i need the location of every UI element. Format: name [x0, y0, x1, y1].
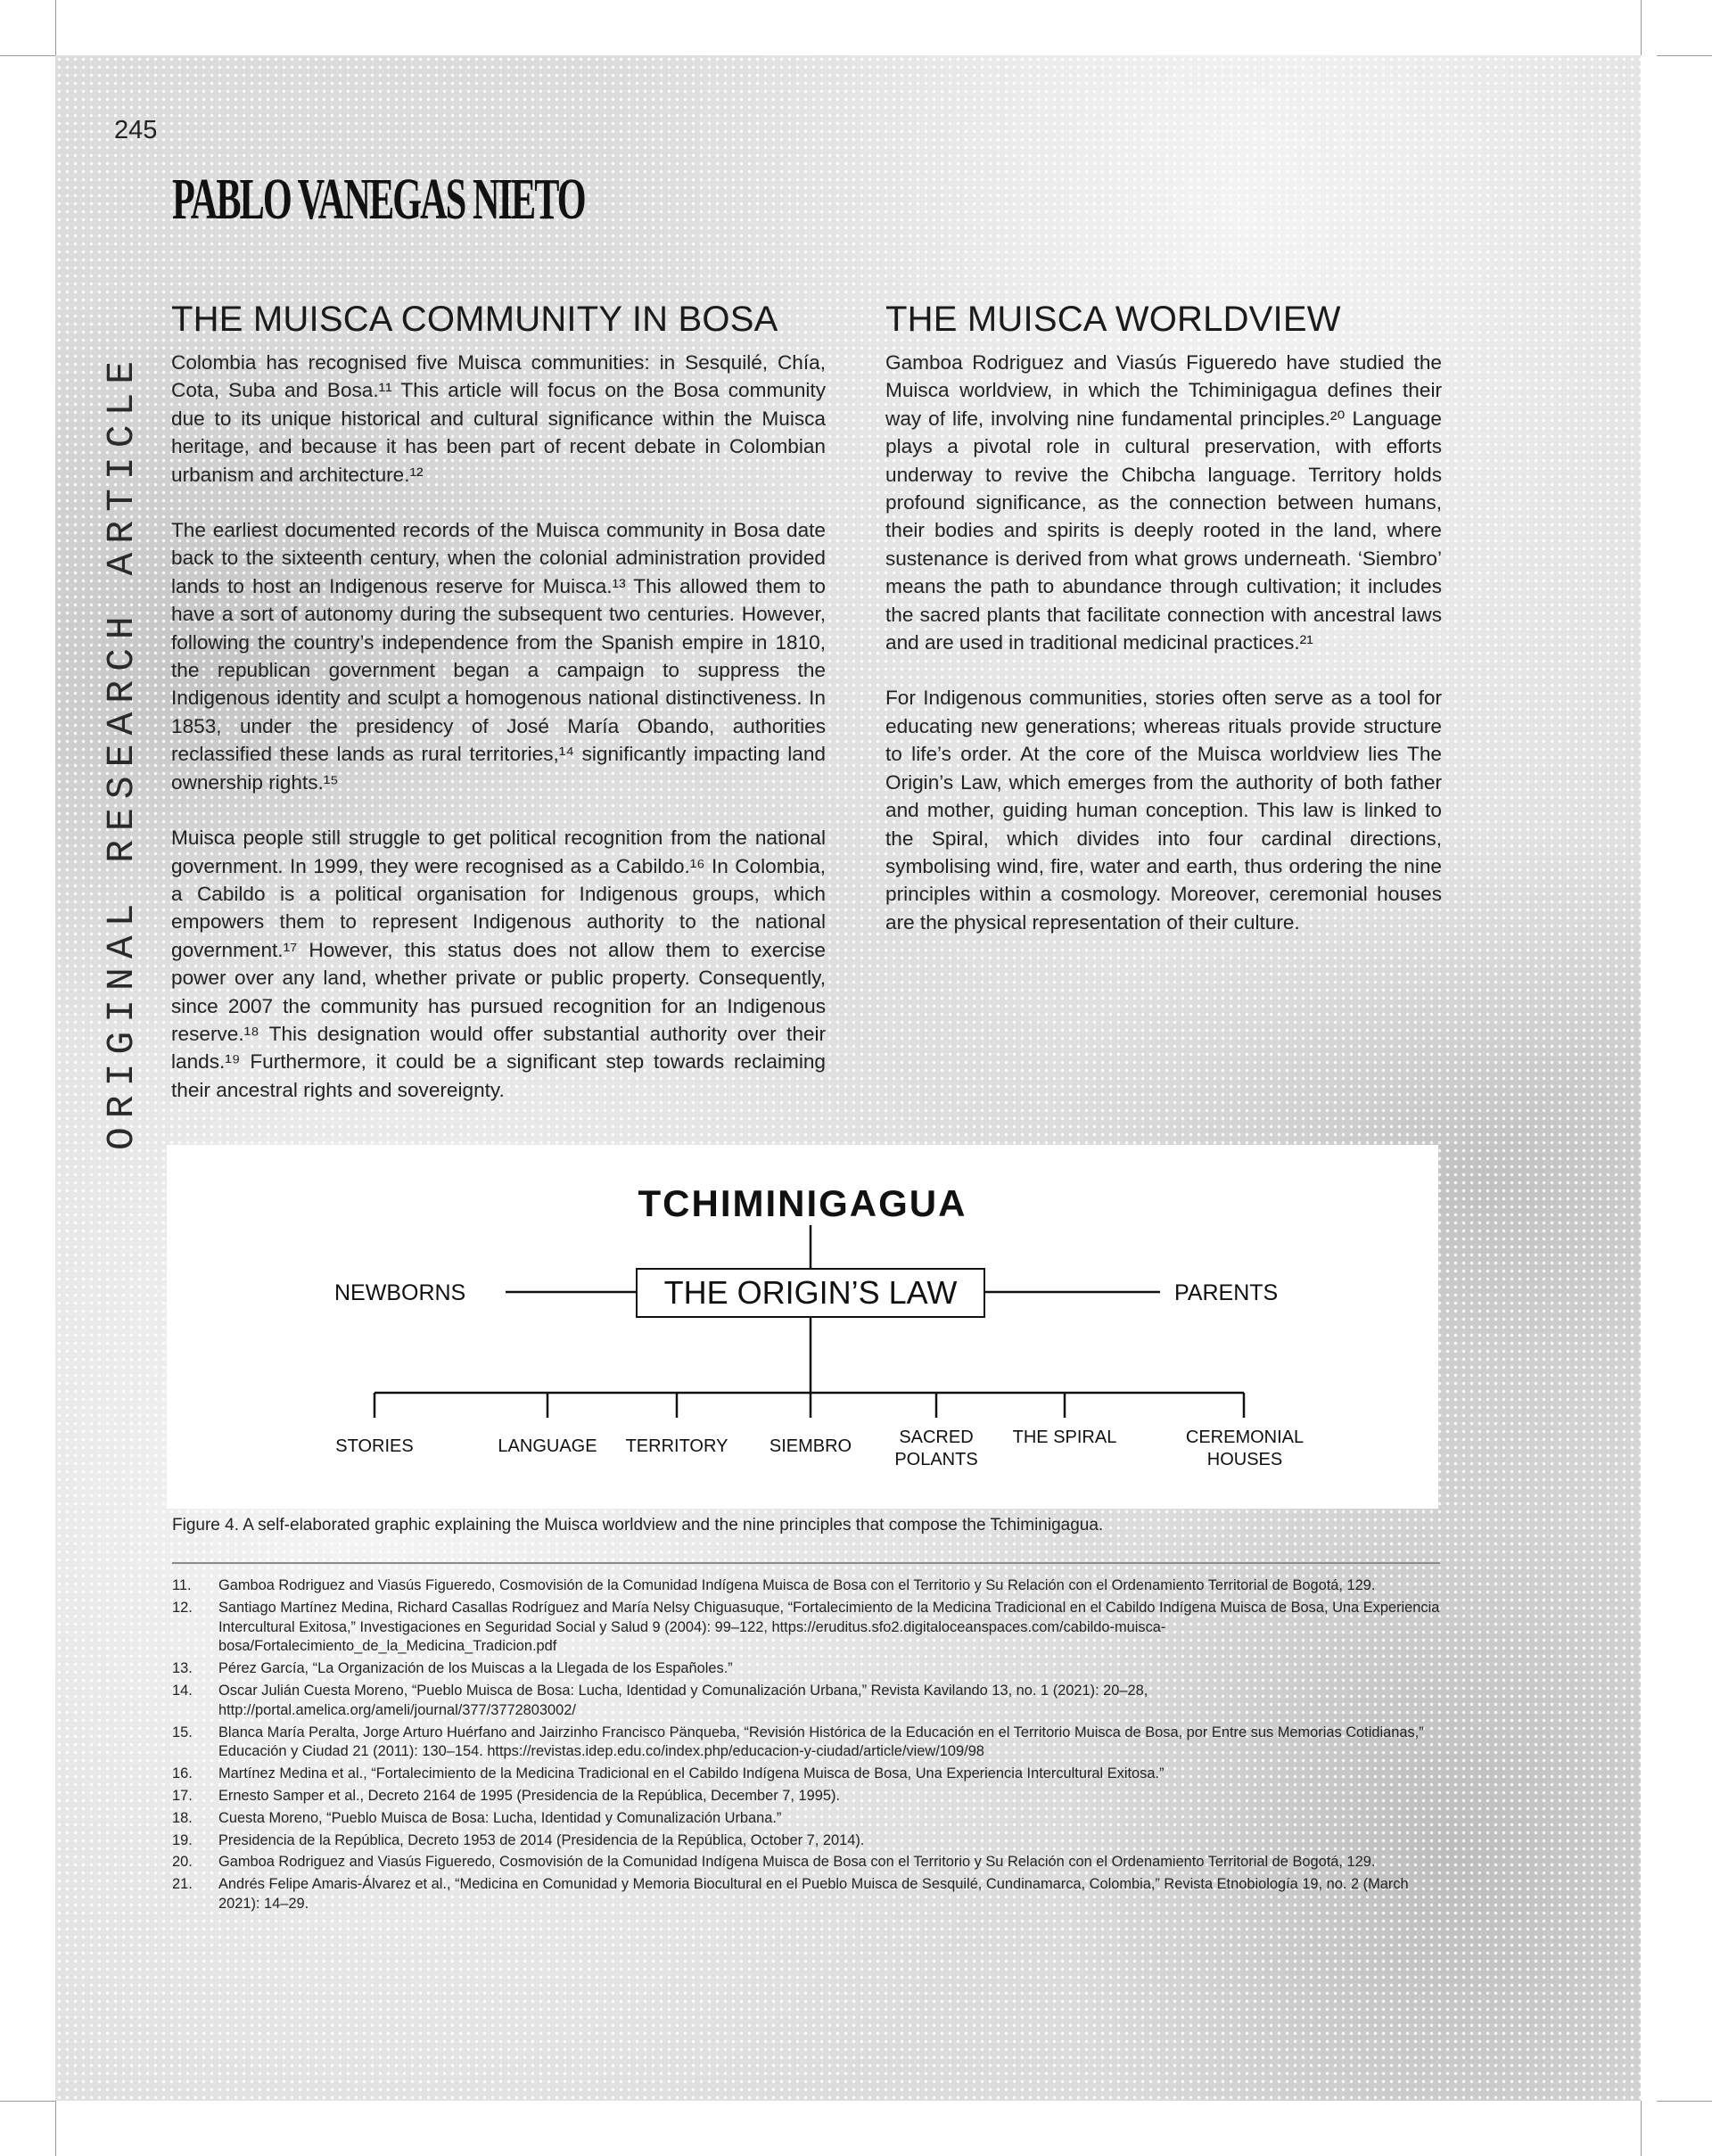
paragraph: For Indigenous communities, stories often serve as a tool for educating new generations; whereas rituals provide structure to life’s order. At the core of the Muisca worldview lies The Origin’s Law, which emerges from the authority of both father and mother, guiding human conception. This law is linked to the Spiral, which divides into four cardinal directions, symbolising wind, fire, water and earth, thus ordering the nine principles within a cosmology. Moreover, ceremonial houses are the physical representation of their culture. — [885, 687, 1442, 934]
footnote — [172, 1599, 1440, 1657]
crop-mark — [55, 0, 56, 55]
article-type-label: ORIGINAL RESEARCH ARTICLE — [100, 351, 144, 1150]
footnote — [172, 1682, 1440, 1721]
footnote-number: 16. — [172, 1765, 193, 1782]
diagram-leaf-node: SIEMBRO — [769, 1436, 852, 1456]
crop-mark — [1657, 55, 1712, 56]
footnote-text: Cuesta Moreno, “Pueblo Muisca de Bosa: Lucha, Identidad y Comunalización Urbana.” — [218, 1809, 782, 1826]
footnote-text: Presidencia de la República, Decreto 1953 de 2014 (Presidencia de la República, October 7, 2014). — [218, 1831, 865, 1848]
paragraph: Colombia has recognised five Muisca communities: in Sesquilé, Chía, Cota, Suba and Bosa.¹¹ This article will focus on the Bosa community due to its unique historical and cultural significance within the Muisca heritage, and because it has been part of recent debate in Colombian urbanism and architecture.¹² — [171, 351, 826, 486]
diagram-leaf-node: STORIES — [335, 1436, 414, 1456]
footnote-text: Ernesto Samper et al., Decreto 2164 de 1995 (Presidencia de la República, December 7, 1995). — [218, 1787, 841, 1804]
diagram-leaf-node: LANGUAGE — [498, 1436, 597, 1456]
footnote-text: Gamboa Rodriguez and Viasús Figueredo, Cosmovisión de la Comunidad Indígena Muisca de Bosa con el Territorio y Su Relación con el Ordenamiento Territorial de Bogotá, 129. — [218, 1577, 1376, 1593]
right-column — [885, 300, 1442, 964]
footnote-number: 14. — [172, 1682, 193, 1699]
footnote-text: Blanca María Peralta, Jorge Arturo Huérfano and Jairzinho Francisco Pänqueba, “Revisión Histórica de la Educación en el Territorio Muisca de Bosa, por Entre sus Memorias Cotidianas,” Educación y Ciudad 21 (2011): 130–154. https://revistas.idep.edu.co/index.php/educacion-y-ciudad/article/view/109/98 — [218, 1724, 1424, 1760]
footnote — [172, 1853, 1440, 1872]
footnote — [172, 1576, 1440, 1596]
crop-mark — [1657, 2101, 1712, 2102]
crop-mark — [55, 2101, 56, 2156]
diagram-leaf-node: CEREMONIAL HOUSES — [1185, 1428, 1305, 1469]
worldview-diagram — [167, 1145, 1438, 1509]
footnote-number: 13. — [172, 1660, 193, 1677]
paragraph: Muisca people still struggle to get political recognition from the national government. In 1999, they were recognised as a Cabildo.¹⁶ In Colombia, a Cabildo is a political organisation for Indigenous groups, which empowers them to represent Indigenous authority to the national government.¹⁷ However, this status does not allow them to exercise power over any land, whether private or public property. Consequently, since 2007 the community has pursued recognition for an Indigenous reserve.¹⁸ This designation would offer substantial authority over their lands.¹⁹ Furthermore, it could be a significant step towards reclaiming their ancestral rights and sovereignty. — [171, 827, 826, 1101]
crop-mark — [0, 2101, 55, 2102]
footnote — [172, 1787, 1440, 1806]
diagram-center-node: THE ORIGIN’S LAW — [636, 1268, 985, 1318]
footnote-text: Andrés Felipe Amaris-Álvarez et al., “Medicina en Comunidad y Memoria Biocultural en el Pueblo Muisca de Sesquilé, Cundinamarca, Colombia,” Revista Etnobiología 19, no. 2 (March 2021): 14–29. — [218, 1876, 1409, 1912]
crop-mark — [0, 55, 55, 56]
footnote-number: 20. — [172, 1854, 193, 1871]
footnote — [172, 1875, 1440, 1914]
footnote-text: Oscar Julián Cuesta Moreno, “Pueblo Muisca de Bosa: Lucha, Identidad y Comunalización Urbana,” Revista Kavilando 13, no. 1 (2021): 20–28, http://portal.amelica.org/ameli/journal/377/3772803002/ — [218, 1682, 1148, 1718]
footnote-divider — [172, 1562, 1440, 1564]
footnote-number: 11. — [172, 1577, 192, 1593]
author-name: PABLO VANEGAS NIETO — [172, 167, 585, 232]
diagram-left-node: NEWBORNS — [334, 1280, 466, 1305]
crop-mark — [1641, 0, 1642, 55]
footnote — [172, 1659, 1440, 1679]
diagram-right-node: PARENTS — [1174, 1280, 1279, 1305]
diagram-leaf-node: THE SPIRAL — [1012, 1428, 1117, 1447]
paragraph: The earliest documented records of the Muisca community in Bosa date back to the sixteenth century, when the colonial administration provided lands to host an Indigenous reserve for Muisca.¹³ This allowed them to have a sort of autonomy during the subsequent two centuries. However, following the country’s independence from the Spanish empire in 1810, the republican government began a campaign to suppress the Indigenous identity and sculpt a homogenous national distinctiveness. In 1853, under the presidency of José María Obando, authorities reclassified these lands as rural territories,¹⁴ significantly impacting land ownership rights.¹⁵ — [171, 519, 826, 794]
footnote-text: Gamboa Rodriguez and Viasús Figueredo, Cosmovisión de la Comunidad Indígena Muisca de Bosa con el Territorio y Su Relación con el Ordenamiento Territorial de Bogotá, 129. — [218, 1854, 1376, 1871]
footnote — [172, 1809, 1440, 1829]
footnote — [172, 1765, 1440, 1784]
footnote-number: 17. — [172, 1787, 193, 1804]
diagram-leaf-node: SACRED POLANTS — [894, 1428, 978, 1469]
footnote-number: 15. — [172, 1724, 193, 1740]
section-heading: THE MUISCA WORLDVIEW — [885, 300, 1341, 339]
footnote-number: 21. — [172, 1876, 193, 1893]
footnote — [172, 1831, 1440, 1851]
crop-mark — [1641, 2101, 1642, 2156]
figure-caption: Figure 4. A self-elaborated graphic explaining the Muisca worldview and the nine principles that compose the Tchiminigagua. — [172, 1516, 1104, 1535]
footnote-text: Santiago Martínez Medina, Richard Casallas Rodríguez and María Nelsy Chiguasuque, “Fortalecimiento de la Medicina Tradicional en el Cabildo Indígena Muisca de Bosa, Una Experiencia Intercultural Exitosa,” Investigaciones en Seguridad Social y Salud 9 (2004): 99–122, https://eruditus.sfo2.digitaloceanspaces.com/cabildo-muisca-bosa/Fortalecimiento_de_la_Medicina_Tradicion.pdf — [218, 1599, 1440, 1655]
footnote-text: Pérez García, “La Organización de los Muiscas a la Llegada de los Españoles.” — [218, 1660, 733, 1677]
footnote-number: 12. — [172, 1599, 193, 1616]
footnote-number: 19. — [172, 1831, 193, 1848]
paragraph: Gamboa Rodriguez and Viasús Figueredo have studied the Muisca worldview, in which the Tchiminigagua defines their way of life, involving nine fundamental principles.²⁰ Language plays a pivotal role in cultural preservation, with efforts underway to revive the Chibcha language. Territory holds profound significance, as the connection between humans, their bodies and spirits is deeply rooted in the land, where sustenance is derived from what grows underneath. ‘Siembro’ means the path to abundance through cultivation; it includes the sacred plants that facilitate connection with ancestral laws and are used in traditional medicinal practices.²¹ — [885, 351, 1442, 654]
footnotes — [172, 1576, 1440, 1917]
left-column — [171, 300, 826, 1131]
section-heading: THE MUISCA COMMUNITY IN BOSA — [171, 300, 778, 339]
footnote-text: Martínez Medina et al., “Fortalecimiento de la Medicina Tradicional en el Cabildo Indígena Muisca de Bosa, Una Experiencia Intercultural Exitosa.” — [218, 1765, 1165, 1782]
page-number: 245 — [114, 116, 158, 144]
diagram-title: TCHIMINIGAGUA — [638, 1182, 967, 1224]
diagram-leaf-node: TERRITORY — [625, 1436, 728, 1456]
footnote — [172, 1724, 1440, 1763]
footnote-number: 18. — [172, 1809, 193, 1826]
